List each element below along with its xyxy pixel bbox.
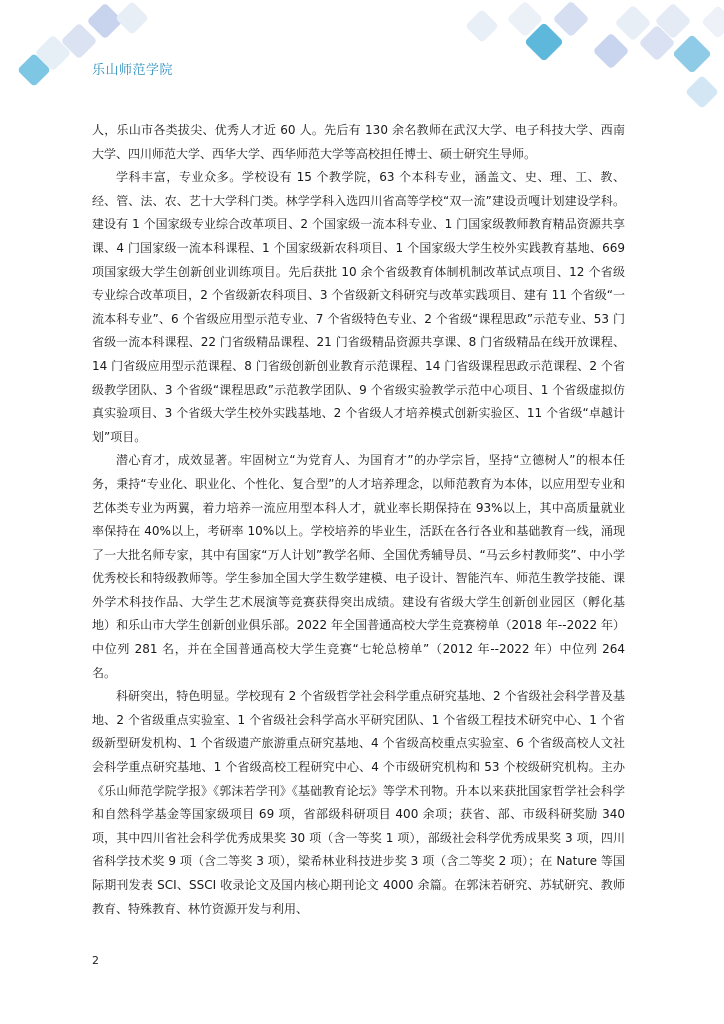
paragraph-continued: 人，乐山市各类拔尖、优秀人才近 60 人。先后有 130 余名教师在武汉大学、电子科技大学、西南大学、四川师范大学、西华大学、西华师范大学等高校担任博士、硕士研究生导师。 <box>92 123 625 161</box>
decorative-tiles <box>17 1 724 109</box>
institution-name: 乐山师范学院 <box>92 63 174 78</box>
page-number: 2 <box>92 954 99 967</box>
paragraph-research: 科研突出，特色明显。学校现有 2 个省级哲学社会科学重点研究基地、2 个省级社会科学普及基地、2 个省级重点实验室、1 个省级社会科学高水平研究团队、1 个省级工程技术研究中心、1 个省级新型研发机构、1 个省级遗产旅游重点研究基地、4 个省级高校重点实验室、6 个省级高校人文社会科学重点研究基地、1 个省级高校工程研究中心、4 个市级研究机构和 53 个校级研究机构。主办《乐山师范学院学报》《郭沫若学刊》《基础教育论坛》等学术刊物。升本以来获批国家哲学社会科学和自然科学基金等国家级项目 69 项，省部级科研项目 400 余项；获省、部、市级科研奖励 340 项，其中四川省社会科学优秀成果奖 30 项（含一等奖 1 项），部级社会科学优秀成果奖 3 项，四川省科学技术奖 9 项（含二等奖 3 项），梁希林业科技进步奖 3 项（含二等奖 2 项）；在 Nature 等国际期刊发表 SCI、SSCI 收录论文及国内核心期刊论文 4000 余篇。在郭沫若研究、苏轼研究、教师教育、特殊教育、林竹资源开发与利用、 <box>92 689 625 916</box>
body-text <box>92 119 625 921</box>
paragraph-education: 潜心育才，成效显著。牢固树立“为党育人、为国育才”的办学宗旨，坚持“立德树人”的根本任务，秉持“专业化、职业化、个性化、复合型”的人才培养理念，以师范教育为本体，以应用型专业和艺体类专业为两翼，着力培养一流应用型本科人才，就业率长期保持在 93%以上，其中高质量就业率保持在 40%以上，考研率 10%以上。学校培养的毕业生，活跃在各行各业和基础教育一线，涌现了一大批名师专家，其中有国家“万人计划”教学名师、全国优秀辅导员、“马云乡村教师奖”、中小学优秀校长和特级教师等。学生参加全国大学生数学建模、电子设计、智能汽车、师范生教学技能、课外学术科技作品、大学生艺术展演等竞赛获得突出成绩。建设有省级大学生创新创业园区（孵化基地）和乐山市大学生创新创业俱乐部。2022 年全国普通高校大学生竞赛榜单（2018 年--2022 年）中位列 281 名，并在全国普通高校大学生竞赛“七轮总榜单”（2012 年--2022 年）中位列 264 名。 <box>92 453 625 680</box>
paragraph-disciplines: 学科丰富，专业众多。学校设有 15 个教学院，63 个本科专业，涵盖文、史、理、工、教、经、管、法、农、艺十大学科门类。林学学科入选四川省高等学校“双一流”建设贡嘎计划建设学科。建设有 1 个国家级专业综合改革项目、2 个国家级一流本科专业、1 门国家级教师教育精品资源共享课、4 门国家级一流本科课程、1 个国家级新农科项目、1 个国家级大学生校外实践教育基地、669 项国家级大学生创新创业训练项目。先后获批 10 余个省级教育体制机制改革试点项目、12 个省级专业综合改革项目，2 个省级新农科项目、3 个省级新文科研究与改革实践项目、建有 11 个省级“一流本科专业”、6 个省级应用型示范专业、7 个省级特色专业、2 个省级“课程思政”示范专业、53 门省级一流本科课程、22 门省级精品课程、21 门省级精品资源共享课、8 门省级精品在线开放课程、14 门省级应用型示范课程、8 门省级创新创业教育示范课程、14 门省级课程思政示范课程、2 个省级教学团队、3 个省级“课程思政”示范教学团队、9 个省级实验教学示范中心项目、1 个省级虚拟仿真实验项目、3 个省级大学生校外实践基地、2 个省级人才培养模式创新实验区、11 个省级“卓越计划”项目。 <box>92 170 625 444</box>
